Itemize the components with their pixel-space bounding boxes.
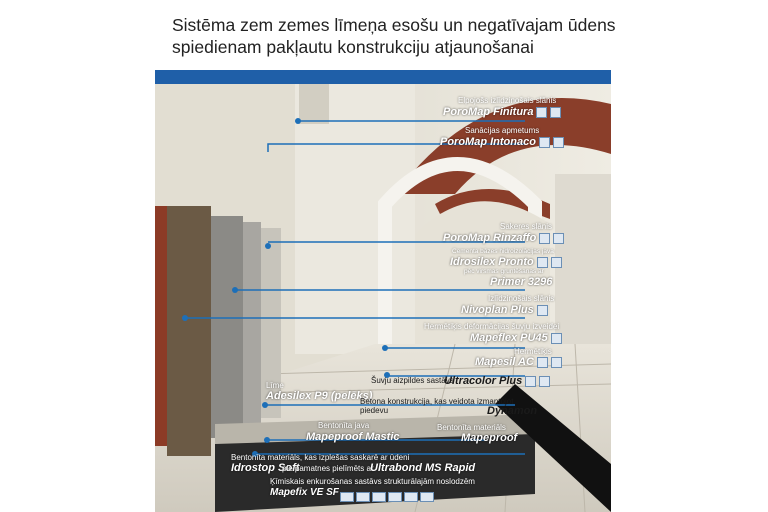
mapesil-description: Hermētiķis	[514, 347, 552, 356]
ultracolor-description: Šuvju aizpildes sastāvs	[371, 376, 454, 385]
mapeproof-product: Mapeproof	[461, 432, 518, 444]
cert-icon	[525, 376, 536, 387]
mastic-description: Bentonīta java	[318, 421, 370, 430]
cert-icon	[372, 492, 386, 502]
idrostop-description: Bentonīta materiāls, kas izplešas saskarē ar ūdeni	[231, 453, 410, 462]
vesf-description: Ķīmiskais enkurošanas sastāvs strukturālajām noslodzēm	[270, 477, 475, 486]
title-line-1: Sistēma zem zemes līmeņa esošu un negatīvajam ūdens	[172, 15, 616, 35]
cert-icon	[539, 376, 550, 387]
intonaco-product	[440, 136, 564, 148]
nivoplan-product-name: Nivoplan Plus	[461, 304, 534, 316]
primer-product: Primer 3296	[490, 276, 553, 288]
page-title	[172, 14, 692, 58]
cert-icon	[553, 137, 564, 148]
cert-icon	[404, 492, 418, 502]
finitura-product-name: PoroMap Finitura	[443, 106, 534, 118]
idrosilex-product-name: Idrosilex Pronto	[450, 256, 534, 268]
finitura-description: Elpojošs izlīdzinošais slānis	[458, 96, 557, 105]
cert-icon	[553, 233, 564, 244]
intonaco-product-name: PoroMap Intonaco	[440, 136, 536, 148]
mapeflex-description: Hermētiķis deformācijas šuvju izveidei	[424, 322, 560, 331]
certification-icons	[340, 488, 436, 506]
dynamon-description: Betona konstrukcija, kas veidota izmantojot piedevu	[360, 397, 514, 415]
dynamon-product: Dynamon	[487, 405, 538, 417]
idrosilex-description: Cementa bāzes hidroizolācijas java	[452, 248, 554, 255]
mapeflex-product	[470, 332, 562, 344]
cert-icon	[388, 492, 402, 502]
ultracolor-product-name: Ultracolor Plus	[444, 375, 523, 387]
idrosilex-product	[450, 256, 562, 268]
nivoplan-product	[461, 304, 548, 316]
primer-description: pēc virsmas gruntēšanas ar	[464, 268, 544, 275]
cert-icon	[551, 357, 562, 368]
rinzaffo-product-name: PoroMap Rinzaffo	[443, 232, 537, 244]
vesf-product: Mapefix VE SF	[270, 487, 339, 498]
rinzaffo-description: Sakeres slānis	[500, 222, 553, 231]
mastic-product: Mapeproof Mastic	[306, 431, 400, 443]
cert-icon	[537, 305, 548, 316]
nivoplan-description: Izlīdzinošais slānis	[488, 294, 555, 303]
cert-icon	[539, 137, 550, 148]
cert-icon	[420, 492, 434, 502]
mapesil-product-name: Mapesil AC	[475, 356, 534, 368]
cert-icon	[537, 357, 548, 368]
cert-icon	[539, 233, 550, 244]
cert-icon	[356, 492, 370, 502]
mapesil-product	[475, 356, 562, 368]
cert-icon	[537, 257, 548, 268]
mapeflex-product-name: Mapeflex PU45	[470, 332, 548, 344]
title-line-2: spiedienam pakļautu konstrukciju atjaunošanai	[172, 37, 534, 57]
adesilex-product: Adesilex P9 (pelēks)	[266, 390, 373, 402]
intonaco-description: Sanācijas apmetums	[465, 126, 540, 135]
cert-icon	[550, 107, 561, 118]
cert-icon	[551, 333, 562, 344]
cert-icon	[536, 107, 547, 118]
mapeproof-description: Bentonīta materiāls	[437, 423, 506, 432]
adesilex-description: Līme	[266, 381, 284, 390]
idrostop-product: Idrostop Soft	[231, 462, 300, 474]
finitura-product	[443, 106, 561, 118]
rinzaffo-product	[443, 232, 564, 244]
ultracolor-product	[444, 375, 550, 387]
header-bar	[155, 70, 611, 84]
cert-icon	[340, 492, 354, 502]
ultrabond-product: Ultrabond MS Rapid	[370, 462, 476, 474]
cert-icon	[551, 257, 562, 268]
ultrabond-description: pie pamatnes pielīmēts ar	[282, 464, 374, 473]
